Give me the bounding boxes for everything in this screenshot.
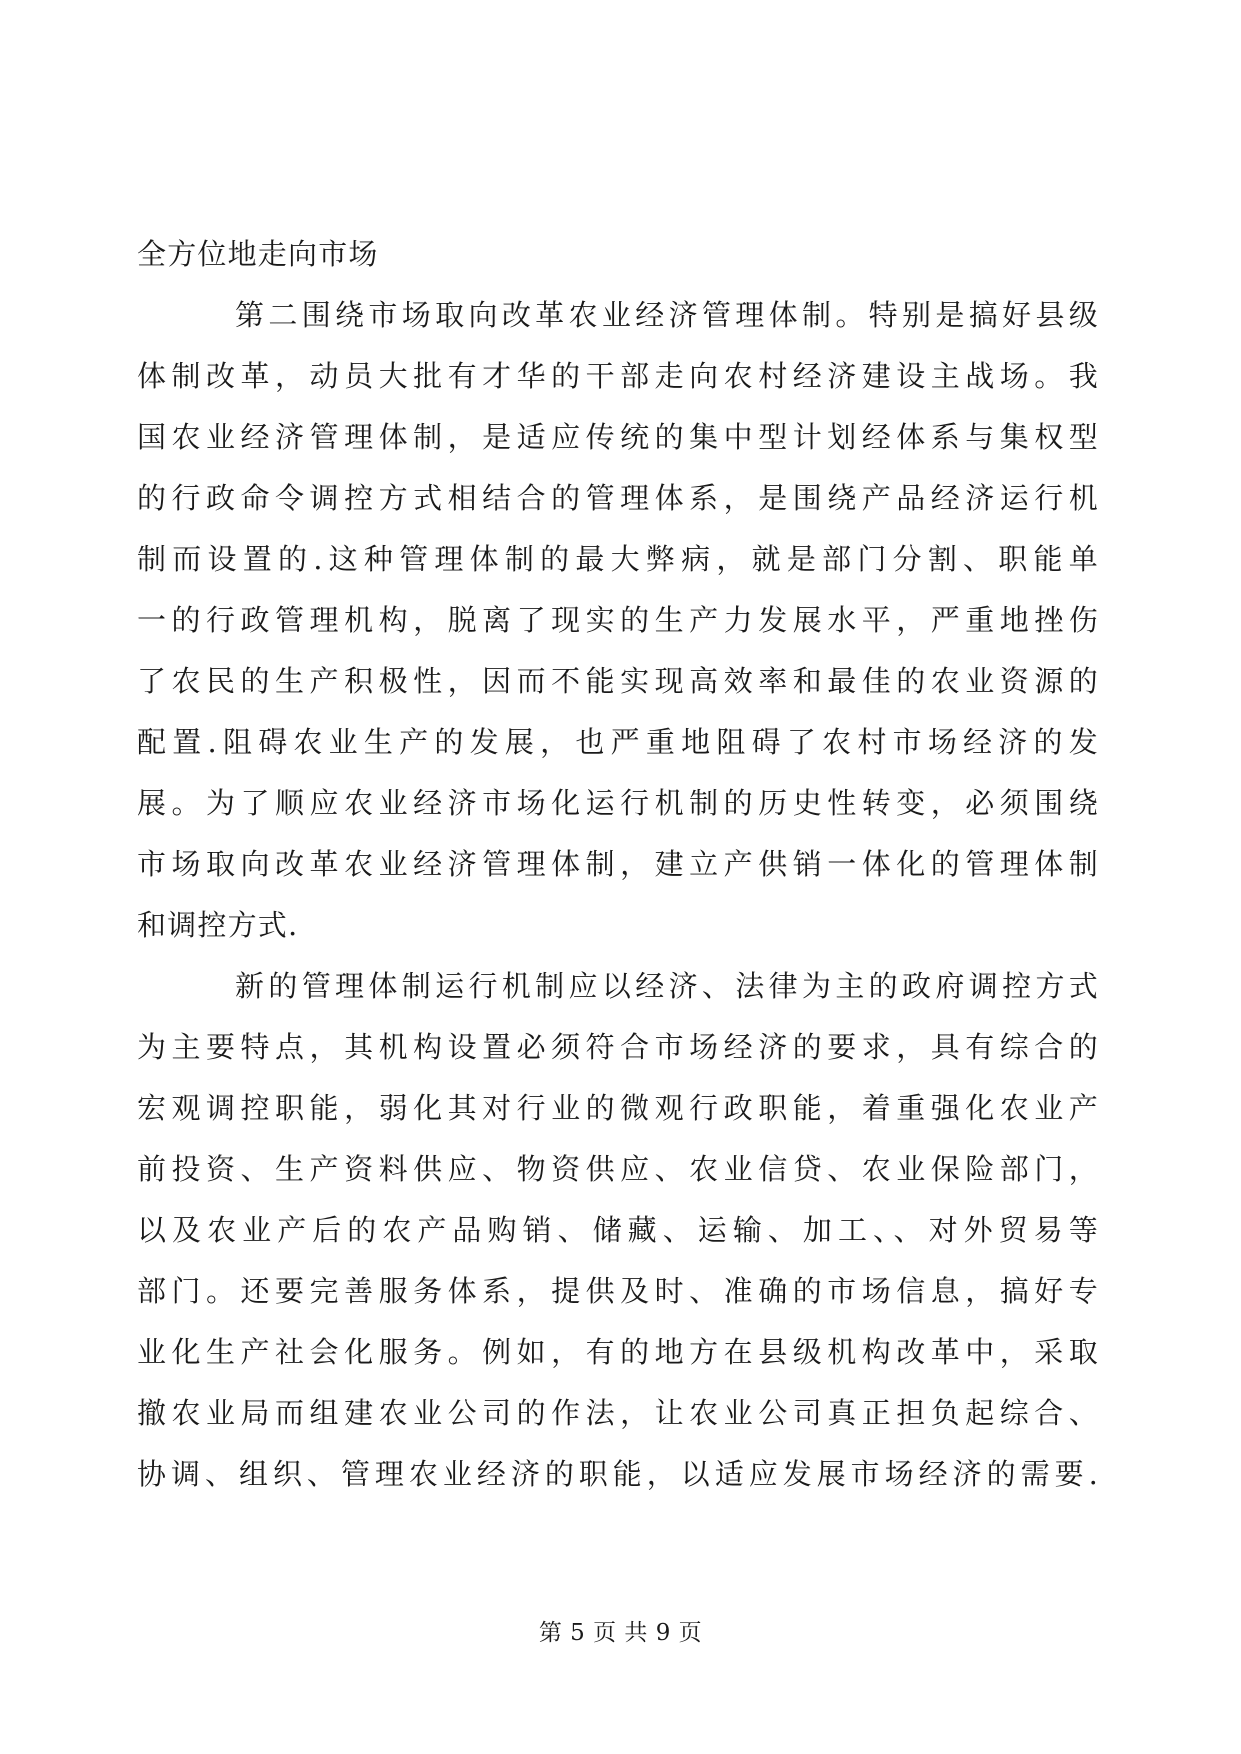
page-number-footer: 第 5 页 共 9 页 — [538, 1620, 703, 1646]
text-line: 制而设置的.这种管理体制的最大弊病，就是部门分割、职能单 — [137, 542, 1099, 576]
text-line: 前投资、生产资料供应、物资供应、农业信贷、农业保险部门， — [137, 1152, 1099, 1186]
text-line: 市场取向改革农业经济管理体制，建立产供销一体化的管理体制 — [137, 847, 1099, 881]
text-line: 配置.阻碍农业生产的发展，也严重地阻碍了农村市场经济的发 — [137, 725, 1099, 759]
paragraph-first-line: 第二围绕市场取向改革农业经济管理体制。特别是搞好县级 — [235, 298, 1099, 332]
text-line: 一的行政管理机构，脱离了现实的生产力发展水平，严重地挫伤 — [137, 603, 1099, 637]
text-line: 全方位地走向市场 — [137, 237, 379, 271]
text-line: 以及农业产后的农产品购销、储藏、运输、加工、、对外贸易等 — [137, 1213, 1099, 1247]
text-line: 宏观调控职能，弱化其对行业的微观行政职能，着重强化农业产 — [137, 1091, 1099, 1125]
text-line: 协调、组织、管理农业经济的职能，以适应发展市场经济的需要. — [137, 1457, 1099, 1491]
text-line: 为主要特点，其机构设置必须符合市场经济的要求，具有综合的 — [137, 1030, 1099, 1064]
text-line: 了农民的生产积极性，因而不能实现高效率和最佳的农业资源的 — [137, 664, 1099, 698]
text-line: 国农业经济管理体制，是适应传统的集中型计划经体系与集权型 — [137, 420, 1099, 454]
text-line: 展。为了顺应农业经济市场化运行机制的历史性转变，必须围绕 — [137, 786, 1099, 820]
text-line: 业化生产社会化服务。例如，有的地方在县级机构改革中，采取 — [137, 1335, 1099, 1369]
text-line: 的行政命令调控方式相结合的管理体系，是围绕产品经济运行机 — [137, 481, 1099, 515]
text-line: 撤农业局而组建农业公司的作法，让农业公司真正担负起综合、 — [137, 1396, 1099, 1430]
document-body — [137, 224, 1099, 1505]
text-line: 体制改革，动员大批有才华的干部走向农村经济建设主战场。我 — [137, 359, 1099, 393]
paragraph-first-line: 新的管理体制运行机制应以经济、法律为主的政府调控方式 — [235, 969, 1099, 1003]
text-line: 和调控方式. — [137, 908, 299, 942]
text-line: 部门。还要完善服务体系，提供及时、准确的市场信息，搞好专 — [137, 1274, 1099, 1308]
